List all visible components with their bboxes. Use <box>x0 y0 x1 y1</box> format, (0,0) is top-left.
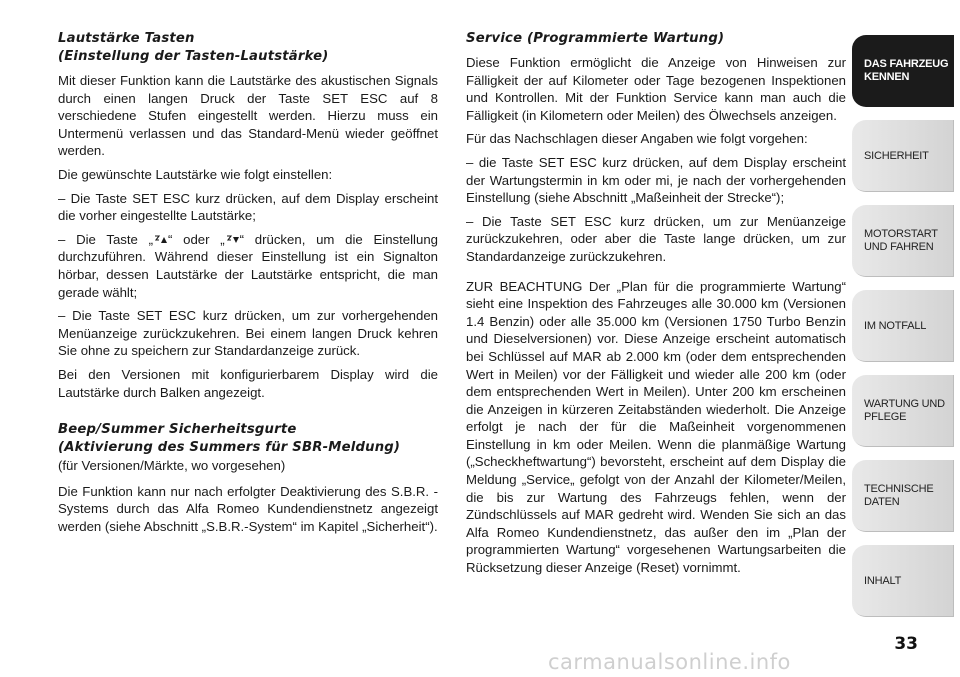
left-column <box>58 30 438 541</box>
speaker-down-arrow-icon <box>226 234 239 245</box>
tab-label: SICHERHEIT <box>864 149 929 162</box>
paragraph: Mit dieser Funktion kann die Lautstärke des akustischen Signals durch einen langen Druck der Taste SET ESC auf 8 verschiedene Stufen eingestellt werden. Hierzu muss ein Untermenü verlassen und das Standard-Menü wieder geöffnet werden. <box>58 73 438 159</box>
watermark-text: carmanualsonline.info <box>548 650 791 674</box>
section-title-service: Service (Programmierte Wartung) <box>466 31 725 46</box>
paragraph: Diese Funktion ermöglicht die Anzeige von Hinweisen zur Fälligkeit der auf Kilometer oder Tage bezogenen Inspektionen und Kontrollen. Mit der Funktion Service kann man auch die Fälligkeit (in Kilometern oder Meilen) des Ölwechsels anzeigen. <box>466 55 846 123</box>
paragraph: – Die Taste SET ESC kurz drücken, um zur vorhergehenden Menüanzeige zurückzukehren. Bei einem langen Druck kehren Sie ohne zu speichern zur Standardanzeige zurück. <box>58 308 438 359</box>
tab-label: IM NOTFALL <box>864 319 927 332</box>
tab-wartung-und-pflege[interactable] <box>852 375 954 447</box>
text-fragment: “ drücken, um die Einstellung durchzuführen. Während dieser Einstellung ist ein Signalton hörbar, dessen Lautstärke der Lautstärke entspricht, die man gerade wählt; <box>58 231 438 300</box>
page-number: 33 <box>894 634 918 654</box>
tab-im-notfall[interactable] <box>852 290 954 362</box>
right-column <box>466 30 846 583</box>
paragraph: – Die Taste SET ESC kurz drücken, um zur Menüanzeige zurückzukehren, oder aber die Taste lange drücken, um zur Standardanzeige zurückzukehren. <box>466 213 846 264</box>
tab-label: TECHNISCHE DATEN <box>864 483 934 508</box>
paragraph: – die Taste SET ESC kurz drücken, auf dem Display erscheint der Wartungstermin in km oder mi, je nach der vorhergehenden Einstellung (siehe Abschnitt „Maßeinheit der Strecke“); <box>466 154 846 206</box>
section-title-key-volume-line2: (Einstellung der Tasten-Lautstärke) <box>58 49 329 64</box>
tab-sicherheit[interactable] <box>852 120 954 192</box>
tab-das-fahrzeug-kennen[interactable] <box>852 35 954 107</box>
section-title-seatbelt-beep-line1: Beep/Summer Sicherheitsgurte <box>58 422 297 438</box>
tab-technische-daten[interactable] <box>852 460 954 532</box>
tab-inhalt[interactable] <box>852 545 954 617</box>
section-title-seatbelt-beep-line2: (Aktivierung des Summers für SBR-Meldung) <box>58 440 401 456</box>
section-subtitle: (für Versionen/Märkte, wo vorgesehen) <box>58 458 286 474</box>
tab-label: DAS FAHRZEUG KENNEN <box>864 58 949 83</box>
tab-label: INHALT <box>864 574 902 587</box>
section-title-key-volume-line1: Lautstärke Tasten <box>58 31 195 46</box>
paragraph: Bei den Versionen mit konfigurierbarem Display wird die Lautstärke durch Balken angezeigt. <box>58 366 438 400</box>
speaker-up-arrow-icon <box>154 234 167 245</box>
tab-motorstart-und-fahren[interactable] <box>852 205 954 277</box>
paragraph: Die Funktion kann nur nach erfolgter Deaktivierung des S.B.R. -Systems durch das Alfa Romeo Kundendienstnetz angezeigt werden (siehe Abschnitt „S.B.R.-System“ im Kapitel „Sicherheit“). <box>58 483 438 534</box>
paragraph-with-icons <box>58 231 438 301</box>
chapter-sidebar <box>852 0 960 677</box>
text-fragment: “ oder „ <box>168 231 225 247</box>
paragraph: Für das Nachschlagen dieser Angaben wie folgt vorgehen: <box>466 131 808 147</box>
text-fragment: – Die Taste „ <box>58 231 153 247</box>
paragraph: Die gewünschte Lautstärke wie folgt einstellen: <box>58 166 333 182</box>
tab-label: WARTUNG UND PFLEGE <box>864 398 945 423</box>
note-paragraph: ZUR BEACHTUNG Der „Plan für die programmierte Wartung“ sieht eine Inspektion des Fahrzeuges alle 30.000 km (Versionen 1.4 Benzin) oder alle 35.000 km (Versionen 1750 Turbo Benzin und Dieselversionen) vor. Diese Anzeige erscheint automatisch bei Schlüssel auf MAR ab 2.000 km (oder dem entsprechenden Wert in Meilen) vor der Fälligkeit und wieder alle 200 km (oder dem entsprechenden Wert in Meilen). Unter 200 km erscheinen die Anzeigen in kürzeren Zeitabständen wiederholt. Die Anzeige erfolgt je nach der für die Maßeinheit vorgenommenen Einstellung in km oder Meilen. Wenn die planmäßige Wartung („Scheckheftwartung“) bevorsteht, erscheint auf dem Display die Meldung „Service„ gefolgt von der Anzahl der Kilometer/Meilen, die bis zur Wartung des Fahrzeugs fehlen, wenn der Zündschlüssels auf MAR gedreht wird. Wenden Sie sich an das Alfa Romeo Kundendienstnetz, das außer den im „Plan der programmierten Wartung“ vorgesehenen Wartungsarbeiten die Rücksetzung dieser Anzeige (Reset) vornimmt. <box>466 278 846 576</box>
tab-label: MOTORSTART UND FAHREN <box>864 228 938 253</box>
paragraph: – Die Taste SET ESC kurz drücken, auf dem Display erscheint die vorher eingestellte Lautstärke; <box>58 190 438 224</box>
